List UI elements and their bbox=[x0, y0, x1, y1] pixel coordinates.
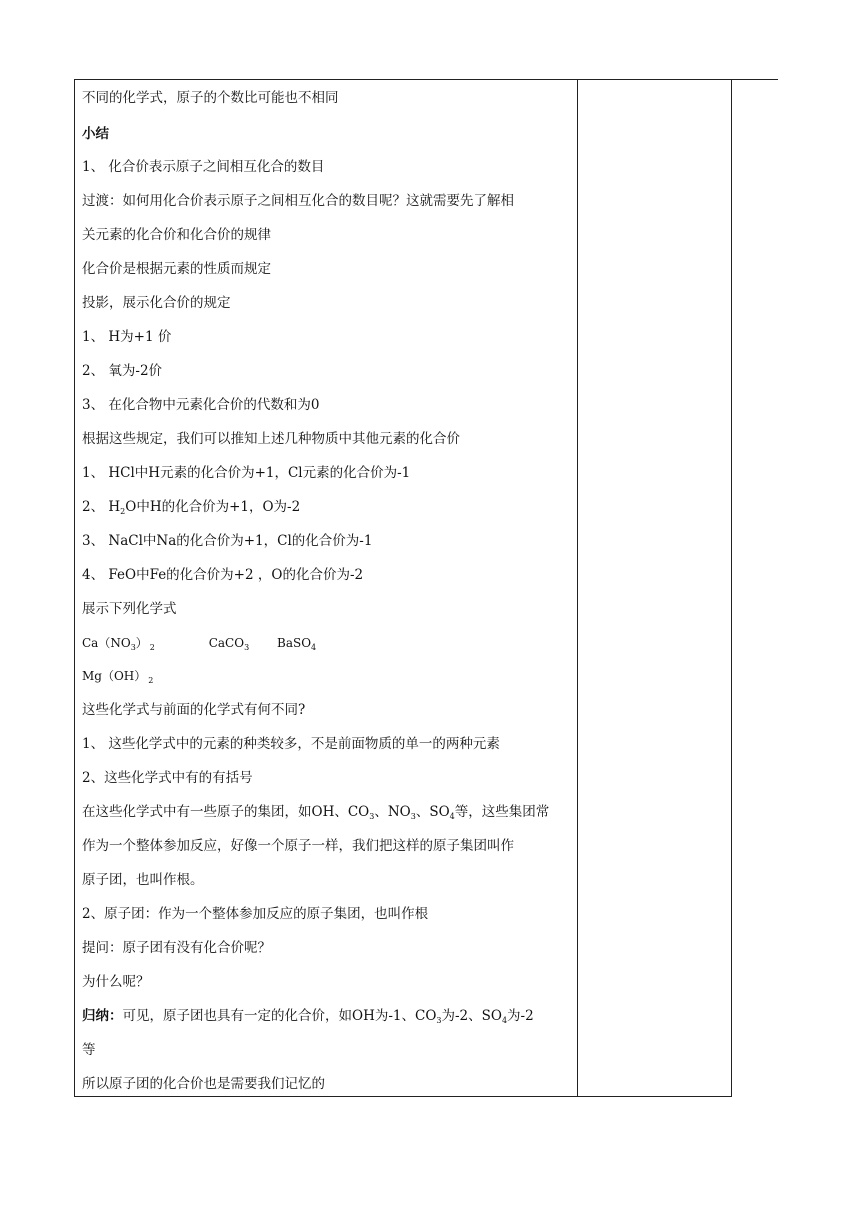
text-line: 2、原子团：作为一个整体参加反应的原子集团，也叫作根 bbox=[82, 906, 429, 922]
text-line: 展示下列化学式 bbox=[82, 601, 177, 617]
text-line: 为什么呢？ bbox=[82, 974, 150, 990]
text-line: 化合价是根据元素的性质而规定 bbox=[82, 261, 271, 277]
text-line: 作为一个整体参加反应，好像一个原子一样，我们把这样的原子集团叫作 bbox=[82, 838, 514, 854]
formula-magnesium-hydroxide: Mg（OH） $_2$ bbox=[82, 669, 154, 685]
text-segment: O中H的化合价为+1，O为-2 bbox=[125, 499, 301, 515]
label-conclusion: 归纳： bbox=[82, 1008, 123, 1024]
text-line: 这些化学式与前面的化学式有何不同? bbox=[82, 702, 306, 718]
text-line: 提问：原子团有没有化合价呢？ bbox=[82, 940, 271, 956]
text-line: 所以原子团的化合价也是需要我们记忆的 bbox=[82, 1076, 325, 1092]
text-line: 归纳：可见，原子团也具有一定的化合价，如OH为-1、$CO_3$为-2、$SO_4$为-2 bbox=[82, 1008, 534, 1025]
text-line: 2、这些化学式中有的有括号 bbox=[82, 770, 253, 786]
text-line: 3、 在化合物中元素化合价的代数和为0 bbox=[82, 397, 320, 413]
formula-row bbox=[82, 633, 316, 653]
formula-calcium-carbonate: CaCO$_3$ bbox=[208, 636, 250, 652]
text-line: 4、 FeO中Fe的化合价为+2 ，O的化合价为-2 bbox=[82, 567, 364, 583]
text-line: 根据这些规定，我们可以推知上述几种物质中其他元素的化合价 bbox=[82, 431, 460, 447]
text-line: 1、 化合价表示原子之间相互化合的数目 bbox=[82, 159, 325, 175]
text-line bbox=[82, 497, 300, 517]
text-line: 1、 H为+1 价 bbox=[82, 329, 172, 345]
text-line: 投影，展示化合价的规定 bbox=[82, 295, 231, 311]
section-heading-summary: 小结 bbox=[82, 126, 109, 142]
text-line: 1、 这些化学式中的元素的种类较多，不是前面物质的单一的两种元素 bbox=[82, 736, 500, 752]
text-line: 过渡：如何用化合价表示原子之间相互化合的数目呢？这就需要先了解相 bbox=[82, 193, 514, 209]
notes-cell bbox=[578, 80, 731, 1096]
text-line: 1、 HCl中H元素的化合价为+1，Cl元素的化合价为-1 bbox=[82, 465, 411, 481]
text-segment: 2、 H bbox=[82, 499, 121, 515]
text-line: 等 bbox=[82, 1042, 96, 1058]
text-line: 原子团，也叫作根。 bbox=[82, 872, 204, 888]
text-line: 在这些化学式中有一些原子的集团，如OH、$CO_3$、$NO_3$、$SO_4$等，这些集团常 bbox=[82, 804, 550, 821]
formula-barium-sulfate: BaSO$_4$ bbox=[277, 636, 317, 652]
text-line: 不同的化学式，原子的个数比可能也不相同 bbox=[82, 90, 339, 106]
formula-calcium-nitrate: $Ca(NO_3)$ $_2$ bbox=[82, 636, 155, 652]
text-line: 关元素的化合价和化合价的规律 bbox=[82, 227, 271, 243]
subscript: 2 bbox=[120, 507, 126, 516]
text-line: 2、 氧为-2价 bbox=[82, 363, 163, 379]
text-line: 3、 NaCl中Na的化合价为+1，Cl的化合价为-1 bbox=[82, 533, 373, 549]
